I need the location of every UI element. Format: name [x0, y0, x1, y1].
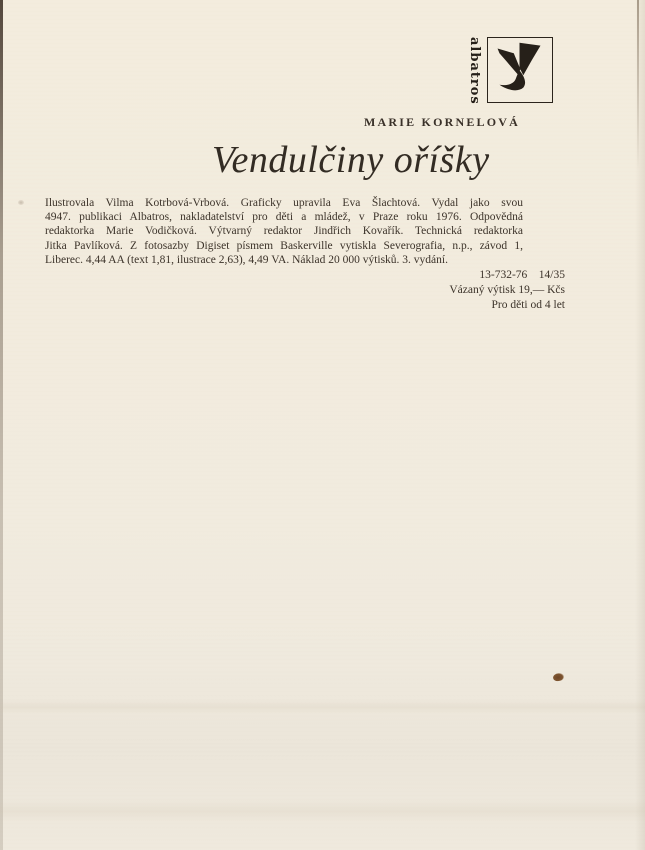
price-line: Vázaný výtisk 19,— Kčs — [449, 284, 565, 297]
catalog-number: 13-732-76 14/35 — [479, 269, 565, 281]
edition-info — [449, 268, 565, 314]
publisher-logo-frame — [487, 37, 553, 103]
colophon-paragraph — [45, 196, 523, 267]
colophon-line: Jitka Pavlíková. Z fotosazby Digiset písmem Baskerville vytiskla Severografia, n.p., závod 1, — [45, 239, 523, 252]
colophon-line: redaktorka Marie Vodičková. Výtvarný redaktor Jindřich Kovařík. Technická redaktorka — [45, 225, 523, 238]
paper-speck — [552, 672, 564, 681]
scan-band — [0, 800, 645, 822]
colophon-line: 4947. publikaci Albatros, nakladatelství pro děti a mládež, v Praze roku 1976. Odpovědná — [45, 211, 523, 224]
colophon-line: Liberec. 4,44 AA (text 1,81, ilustrace 2,63), 4,49 VA. Náklad 20 000 výtisků. 3. vydání. — [45, 253, 448, 266]
age-recommendation: Pro děti od 4 let — [491, 299, 565, 312]
scan-band — [0, 700, 645, 714]
albatros-bird-icon — [488, 38, 551, 101]
author-name: MARIE KORNELOVÁ — [364, 115, 521, 129]
colophon-line: Ilustrovala Vilma Kotrbová-Vrbová. Graficky upravila Eva Šlachtová. Vydal jako svou — [45, 197, 523, 209]
paper-smudge — [18, 200, 24, 205]
publisher-name-vertical: albatros — [467, 37, 482, 105]
book-title: Vendulčiny oříšky — [212, 139, 490, 181]
scan-edge-right-shadow — [635, 0, 645, 850]
scan-edge-left — [0, 0, 3, 850]
